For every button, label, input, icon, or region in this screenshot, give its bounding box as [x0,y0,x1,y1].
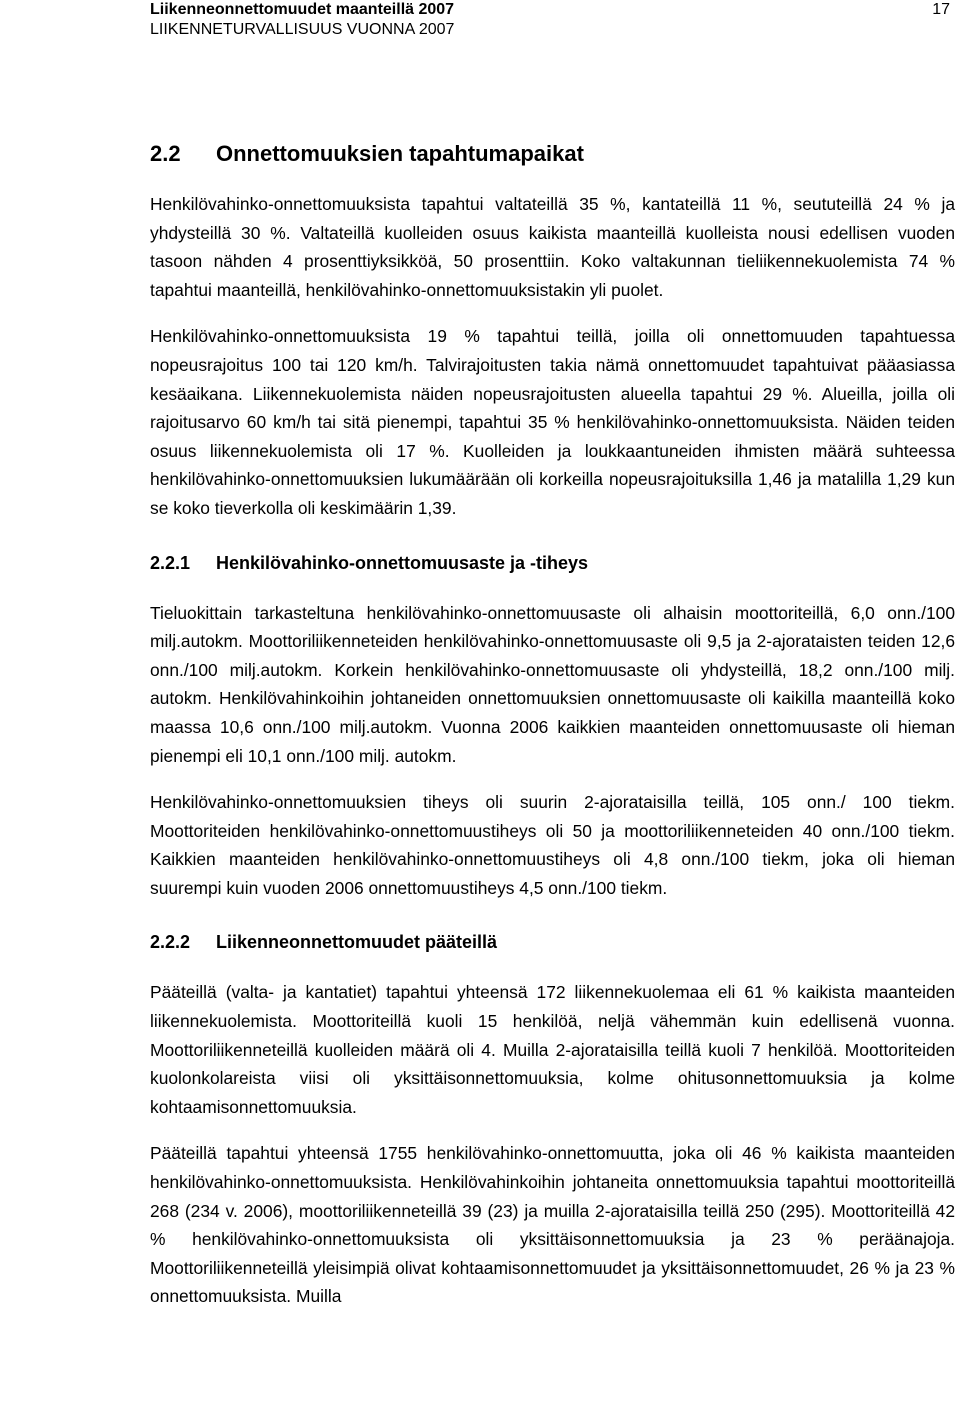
section-number: 2.2 [150,141,181,166]
section-heading-2-2-2 [150,928,955,956]
header-title: Liikenneonnettomuudet maanteillä 2007 [150,1,455,18]
paragraph: Tieluokittain tarkasteltuna henkilövahinko-onnettomuusaste oli alhaisin moottoriteillä, 6,0 onn./100 milj.autokm. Moottoriliikenneteiden henkilövahinko-onnettomuusaste oli 9,5 ja 2-ajorataisten teiden 12,6 onn./100 milj.autokm. Korkein henkilövahinko-onnettomuusaste oli yhdysteillä, 18,2 onn./100 milj. autokm. Henkilövahinkoihin johtaneiden onnettomuuksien onnettomuusaste oli kaikilla maanteillä koko maassa 10,6 onn./100 milj.autokm. Vuonna 2006 kaikkien maanteiden onnettomuusaste oli hieman pienempi eli 10,1 onn./100 milj. autokm. [150,602,955,766]
paragraph: Pääteillä (valta- ja kantatiet) tapahtui yhteensä 172 liikennekuolemaa eli 61 % kaikista maanteiden liikennekuolemista. Moottoriteillä kuoli 15 henkilöä, neljä vähemmän kuin edellisenä vuonna. Moottoriliikenneteillä kuolleiden määrä oli 4. Muilla 2-ajorataisilla teillä kuoli 7 henkilöä. Moottoriteiden kuolonkolareista viisi oli yksittäisonnettomuuksia, kolme ohitusonnettomuuksia ja kolme kohtaamisonnettomuuksia. [150,982,955,1117]
running-header [150,0,454,40]
section-heading-2-2-1 [150,549,955,577]
page-number: 17 [932,1,950,18]
section-number: 2.2.2 [150,932,191,953]
section-number: 2.2.1 [150,552,191,573]
header-subtitle: LIIKENNETURVALLISUUS VUONNA 2007 [150,21,455,38]
section-title: Henkilövahinko-onnettomuusaste ja -tiheys [216,552,589,573]
paragraph: Henkilövahinko-onnettomuuksista 19 % tapahtui teillä, joilla oli onnettomuuden tapahtuessa nopeusrajoitus 100 tai 120 km/h. Talvirajoitusten takia nämä onnettomuudet tapahtuivat pääasiassa kesäaikana. Liikennekuolemista näiden nopeusrajoitusten alueella tapahtui 29 %. Alueilla, joilla oli rajoitusarvo 60 km/h tai sitä pienempi, tapahtui 35 % henkilövahinko-onnettomuuksista. Näiden teiden osuus liikennekuolemista oli 17 %. Kuolleiden ja loukkaantuneiden ihmisten määrä suhteessa henkilövahinko-onnettomuuksien lukumäärään oli korkeilla nopeusrajoituksilla 1,46 ja matalilla 1,29 kun se koko tieverkolla oli keskimäärin 1,39. [150,326,955,518]
paragraph: Henkilövahinko-onnettomuuksista tapahtui valtateillä 35 %, kantateillä 11 %, seututeillä 24 % ja yhdysteillä 30 %. Valtateillä kuolleiden osuus kaikista maanteillä kuolleista nousi edellisen vuoden tasoon nähden 4 prosenttiyksikköä, 50 prosenttiin. Koko valtakunnan tieliikennekuolemista 74 % tapahtui maanteillä, henkilövahinko-onnettomuuksistakin yli puolet. [150,194,955,300]
page-content [150,140,955,1329]
section-title: Liikenneonnettomuudet pääteillä [216,932,498,953]
paragraph: Henkilövahinko-onnettomuuksien tiheys oli suurin 2-ajorataisilla teillä, 105 onn./ 100 tiekm. Moottoriteiden henkilövahinko-onnettomuustiheys oli 50 ja moottoriliikenneteiden 40 onn./100 tiekm. Kaikkien maanteiden henkilövahinko-onnettomuustiheys oli 4,8 onn./100 tiekm, joka oli hieman suurempi kuin vuoden 2006 onnettomuustiheys 4,5 onn./100 tiekm. [150,792,955,898]
paragraph: Pääteillä tapahtui yhteensä 1755 henkilövahinko-onnettomuutta, joka oli 46 % kaikista maanteiden henkilövahinko-onnettomuuksista. Henkilövahinkoihin johtaneita onnettomuuksia tapahtui moottoriteillä 268 (234 v. 2006), moottoriliikenneteillä 39 (23) ja muilla 2-ajorataisilla teillä 250 (295). Moottoriteillä 42 % henkilövahinko-onnettomuuksista oli yksittäisonnettomuuksia ja 23 % peräänajoja. Moottoriliikenneteillä yleisimpiä olivat kohtaamisonnettomuudet ja yksittäisonnettomuudet, 26 % ja 23 % onnettomuuksista. Muilla [150,1143,955,1307]
section-heading-2-2 [150,140,955,168]
section-title: Onnettomuuksien tapahtumapaikat [216,141,584,166]
